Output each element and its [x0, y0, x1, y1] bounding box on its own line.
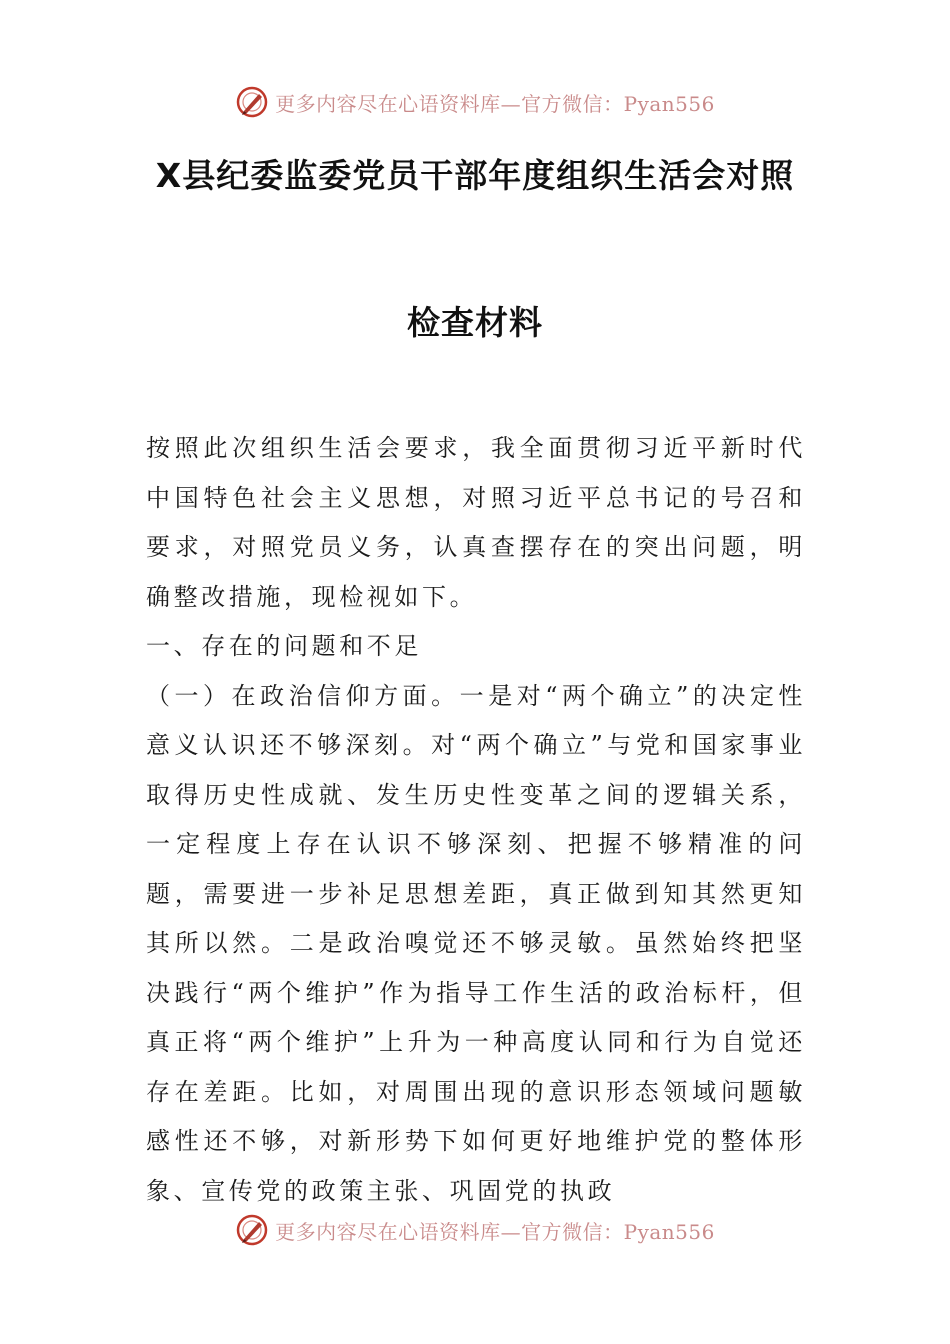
- header-watermark-banner: [0, 82, 950, 122]
- watermark-text: 更多内容尽在心语资料库—官方微信：Pyan556: [275, 1219, 715, 1244]
- pen-seal-icon: [235, 1213, 269, 1247]
- pen-seal-icon: [235, 85, 269, 119]
- intro-paragraph: 按照此次组织生活会要求，我全面贯彻习近平新时代中国特色社会主义思想，对照习近平总书记的号召和要求，对照党员义务，认真查摆存在的突出问题，明确整改措施，现检视如下。: [146, 434, 806, 611]
- section-heading: 一、存在的问题和不足: [146, 632, 422, 660]
- document-title-line-2: 检查材料: [407, 303, 543, 342]
- body-paragraph: （一）在政治信仰方面。一是对“两个确立”的决定性意义认识还不够深刻。对“两个确立”与党和国家事业取得历史性成就、发生历史性变革之间的逻辑关系，一定程度上存在认识不够深刻、把握不够精准的问题，需要进一步补足思想差距，真正做到知其然更知其所以然。二是政治嗅觉还不够灵敏。虽然始终把坚决践行“两个维护”作为指导工作生活的政治标杆，但真正将“两个维护”上升为一种高度认同和行为自觉还存在差距。比如，对周围出现的意识形态领域问题敏感性还不够，对新形势下如何更好地维护党的整体形象、宣传党的政策主张、巩固党的执政: [146, 681, 806, 1205]
- document-body: [146, 424, 806, 1216]
- watermark-text: 更多内容尽在心语资料库—官方微信：Pyan556: [275, 91, 715, 116]
- document-title-line-1: X县纪委监委党员干部年度组织生活会对照: [155, 156, 795, 195]
- footer-watermark-banner: [0, 1210, 950, 1250]
